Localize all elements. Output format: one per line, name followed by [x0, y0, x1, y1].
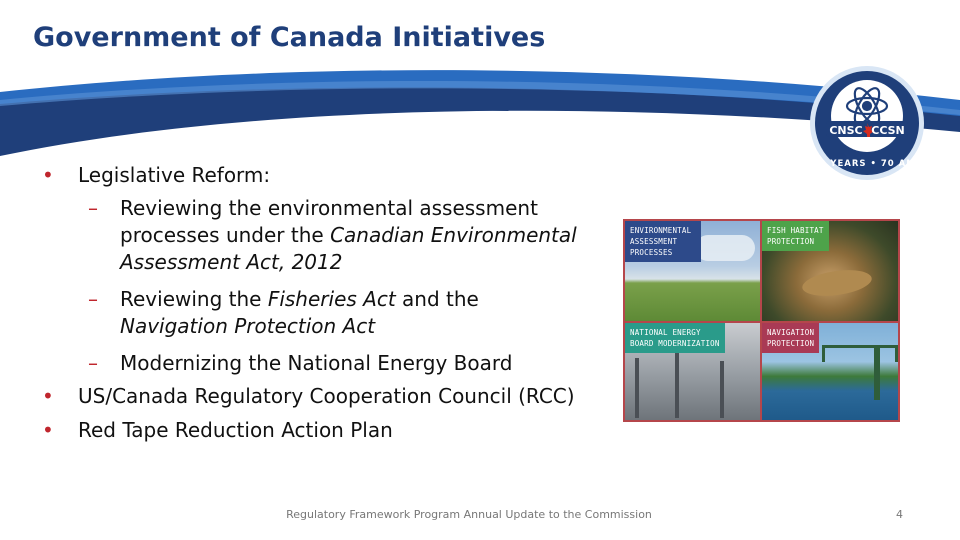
- logo-left-text: CNSC: [829, 124, 863, 137]
- bullet-red-tape: • Red Tape Reduction Action Plan: [40, 417, 620, 444]
- tile-national-energy-board-modernization: [625, 323, 760, 420]
- bridge-pillar-shape: [874, 345, 880, 400]
- tower-shape: [635, 358, 639, 418]
- tower-shape: [675, 353, 679, 418]
- initiatives-collage: [623, 219, 900, 422]
- bullet-text: Legislative Reform:: [78, 163, 271, 187]
- sub-bullet-list: [78, 195, 620, 377]
- tile-fish-habitat-protection: [762, 221, 898, 321]
- sub-bullet-environmental-assessment: – Reviewing the environmental assessment processes under the Canadian Environmental Assessment Act, 2012: [78, 195, 620, 276]
- page-number: 4: [896, 508, 903, 521]
- cloud-shape: [695, 235, 755, 261]
- tile-caption: ENVIRONMENTAL ASSESSMENT PROCESSES: [625, 221, 701, 262]
- tile-navigation-protection: [762, 323, 898, 420]
- sub-bullet-national-energy-board: – Modernizing the National Energy Board: [78, 350, 620, 377]
- bullet-list: [40, 155, 620, 444]
- bridge-shape: [822, 345, 898, 362]
- tile-caption: NAVIGATION PROTECTION: [762, 323, 819, 353]
- bullet-rcc: • US/Canada Regulatory Cooperation Council (RCC): [40, 383, 620, 410]
- logo-right-text: CCSN: [871, 124, 905, 137]
- tile-caption: NATIONAL ENERGY BOARD MODERNIZATION: [625, 323, 725, 353]
- tile-caption: FISH HABITAT PROTECTION: [762, 221, 829, 251]
- tile-environmental-assessment-processes: [625, 221, 760, 321]
- tower-shape: [720, 361, 724, 418]
- fish-shape: [801, 266, 874, 300]
- slide-footer: Regulatory Framework Program Annual Update to the Commission: [286, 508, 652, 521]
- cnsc-logo: [808, 64, 926, 182]
- logo-inner-disc: [831, 80, 903, 152]
- bullet-legislative-reform: [40, 162, 620, 377]
- logo-ring-text: 70 YEARS • 70 ANS: [812, 159, 922, 169]
- slide-title: Government of Canada Initiatives: [33, 22, 546, 53]
- sub-bullet-fisheries-act: – Reviewing the Fisheries Act and the Navigation Protection Act: [78, 286, 620, 340]
